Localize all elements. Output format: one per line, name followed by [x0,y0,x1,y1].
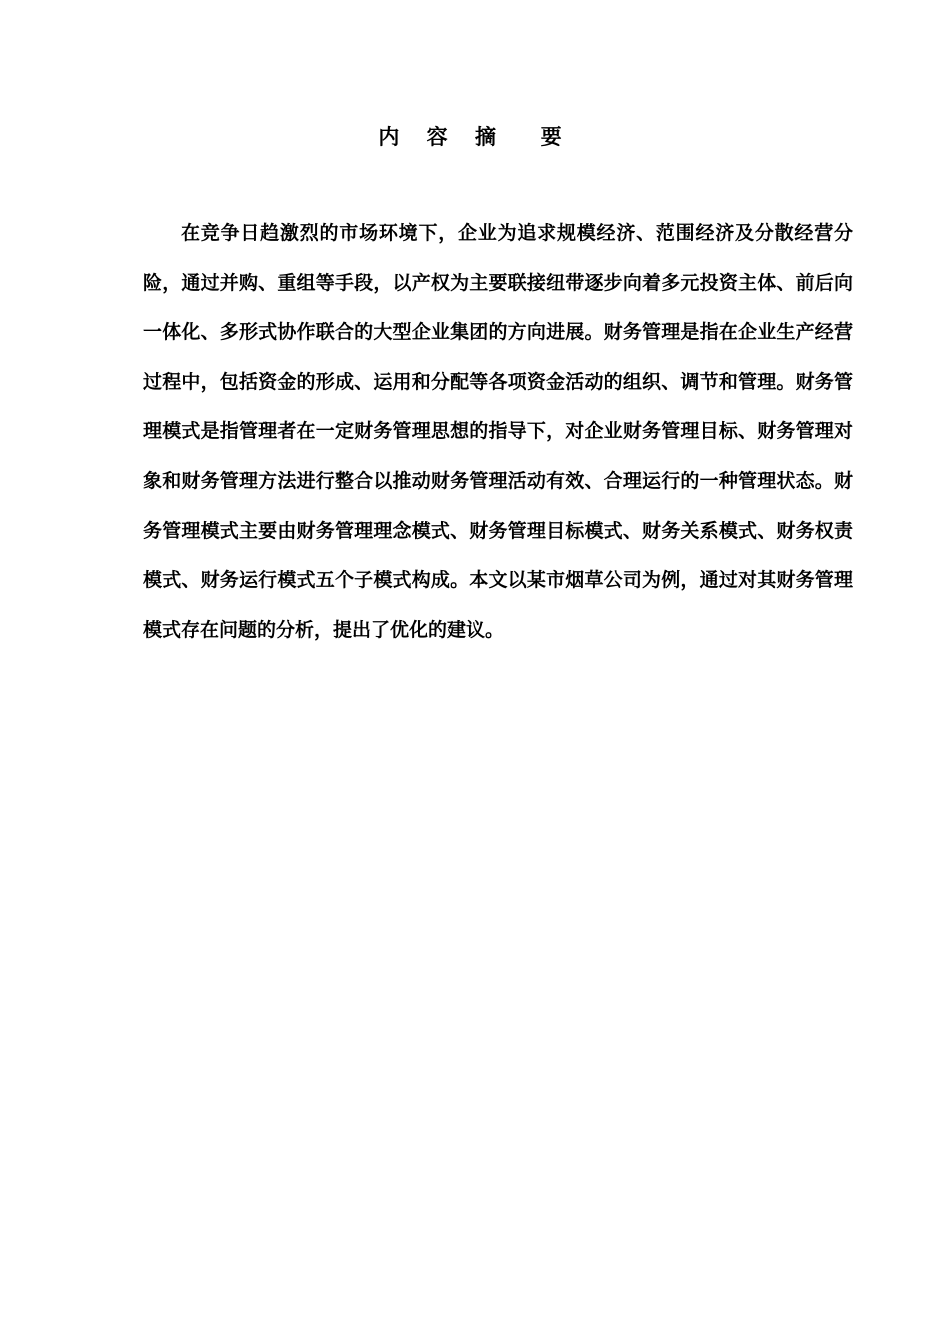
abstract-paragraph: 在竞争日趋激烈的市场环境下，企业为追求规模经济、范围经济及分散经营分险，通过并购、重组等手段，以产权为主要联接纽带逐步向着多元投资主体、前后向一体化、多形式协作联合的大型企业集团的方向进展。财务管理是指在企业生产经营过程中，包括资金的形成、运用和分配等各项资金活动的组织、调节和管理。财务管理模式是指管理者在一定财务管理思想的指导下，对企业财务管理目标、财务管理对象和财务管理方法进行整合以推动财务管理活动有效、合理运行的一种管理状态。财务管理模式主要由财务管理理念模式、财务管理目标模式、财务关系模式、财务权责模式、财务运行模式五个子模式构成。本文以某市烟草公司为例，通过对其财务管理模式存在问题的分析，提出了优化的建议。 [143,222,853,641]
abstract-title: 内 容 摘 要 [378,125,572,149]
